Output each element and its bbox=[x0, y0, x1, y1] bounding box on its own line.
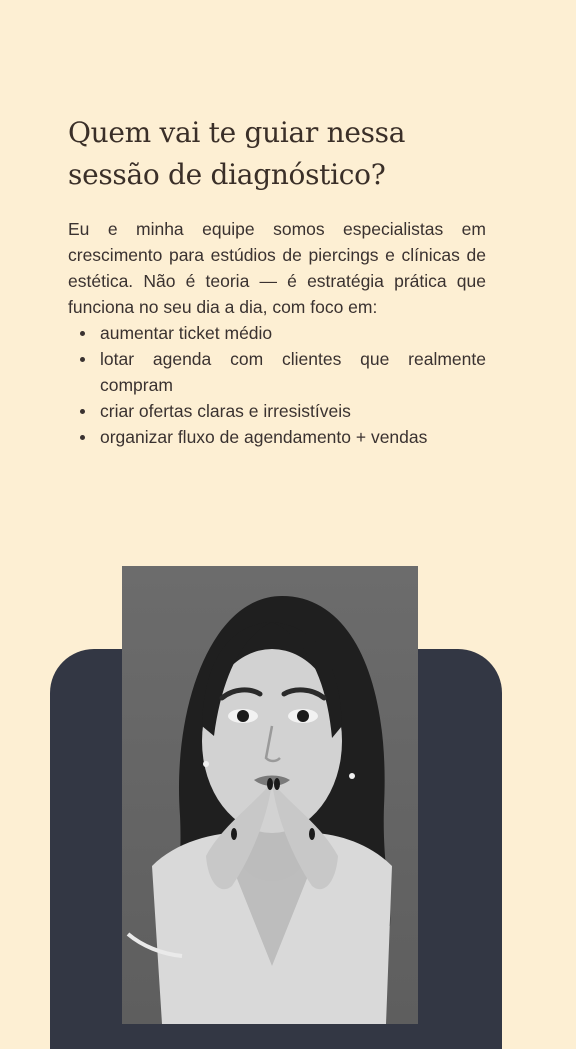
bullet-icon bbox=[80, 357, 85, 362]
intro-paragraph: Eu e minha equipe somos especialistas em crescimento para estúdios de piercings e clínicas de estética. Não é teoria — é estratégia prática que funciona no seu dia a dia, com foco em: bbox=[68, 219, 486, 317]
bullet-icon bbox=[80, 409, 85, 414]
portrait-illustration bbox=[122, 566, 418, 1024]
bullet-icon bbox=[80, 435, 85, 440]
list-item: lotar agenda com clientes que realmente compram bbox=[68, 346, 486, 398]
focus-list bbox=[68, 320, 486, 450]
list-item: organizar fluxo de agendamento + vendas bbox=[68, 424, 486, 450]
list-item: aumentar ticket médio bbox=[68, 320, 486, 346]
page-title: Quem vai te guiar nessa sessão de diagnóstico? bbox=[68, 116, 406, 191]
bullet-icon bbox=[80, 331, 85, 336]
content-section bbox=[68, 112, 486, 450]
portrait-photo bbox=[122, 566, 418, 1024]
list-item: criar ofertas claras e irresistíveis bbox=[68, 398, 486, 424]
